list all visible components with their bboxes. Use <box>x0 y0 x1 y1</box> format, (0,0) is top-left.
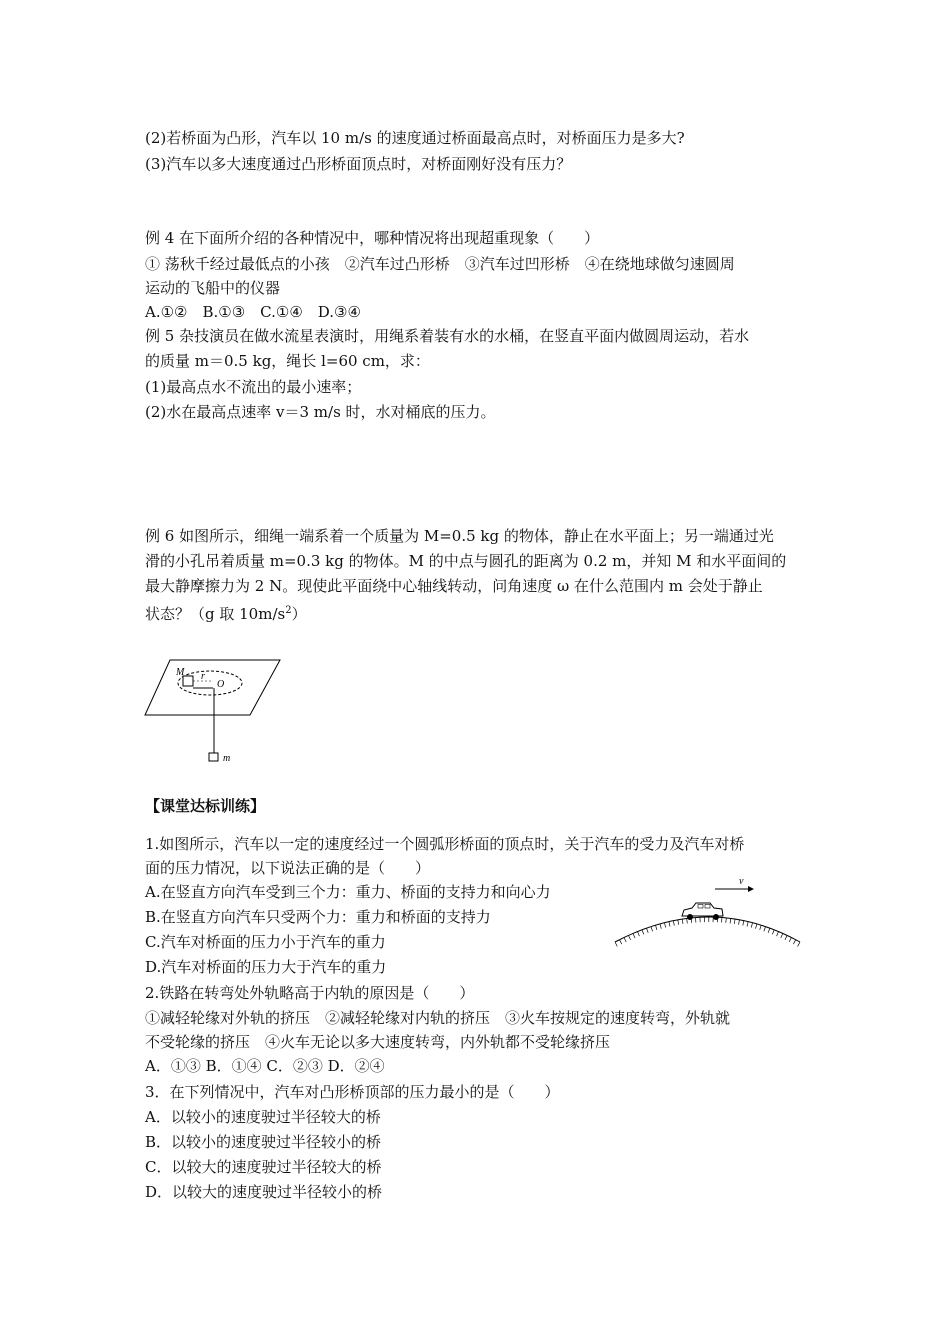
ex4-choices: A.①② B.①③ C.①④ D.③④ <box>145 303 361 321</box>
ex5-line1: 例 5 杂技演员在做水流星表演时，用绳系着装有水的水桶，在竖直平面内做圆周运动，若水 <box>145 327 750 345</box>
q1-option-a: A.在竖直方向汽车受到三个力：重力、桥面的支持力和向心力 <box>145 883 551 901</box>
label-M: M <box>176 667 185 678</box>
q1-stem2: 面的压力情况，以下说法正确的是（ ） <box>145 859 431 877</box>
q3-part2: (2)若桥面为凸形，汽车以 10 m/s 的速度通过桥面最高点时，对桥面压力是多大? <box>145 129 685 147</box>
ex4-items-line1: ① 荡秋千经过最低点的小孩 ②汽车过凸形桥 ③汽车过凹形桥 ④在绕地球做匀速圆周 <box>145 255 735 273</box>
ex6-line4 <box>145 601 307 624</box>
q2-items2: 不受轮缘的挤压 ④火车无论以多大速度转弯，内外轨都不受轮缘挤压 <box>145 1033 611 1051</box>
ex4-items-line2: 运动的飞船中的仪器 <box>145 279 281 297</box>
q3b-stem: 3．在下列情况中，汽车对凸形桥顶部的压力最小的是（ ） <box>145 1083 560 1101</box>
q1-option-c: C.汽车对桥面的压力小于汽车的重力 <box>145 933 386 951</box>
q1-option-d: D.汽车对桥面的压力大于汽车的重力 <box>145 958 387 976</box>
q3b-option-b: B．以较小的速度驶过半径较小的桥 <box>145 1133 382 1151</box>
q3b-option-a: A．以较小的速度驶过半径较大的桥 <box>145 1108 381 1126</box>
bridge-figure <box>610 872 810 952</box>
ex5-line2: 的质量 m＝0.5 kg，绳长 l=60 cm，求： <box>145 352 430 370</box>
block-m <box>209 753 218 761</box>
label-v: v <box>739 876 744 887</box>
ex6-line1: 例 6 如图所示，细绳一端系着一个质量为 M=0.5 kg 的物体，静止在水平面上；另一端通过光 <box>145 527 774 545</box>
ex6-line4-sup: 2 <box>285 605 292 616</box>
label-O: O <box>217 679 225 690</box>
q2-items1: ①减轻轮缘对外轨的挤压 ②减轻轮缘对内轨的挤压 ③火车按规定的速度转弯，外轨就 <box>145 1009 731 1027</box>
q1-stem1: 1.如图所示，汽车以一定的速度经过一个圆弧形桥面的顶点时，关于汽车的受力及汽车对桥 <box>145 835 745 853</box>
ex5-part1: (1)最高点水不流出的最小速率； <box>145 378 362 396</box>
q3b-option-d: D．以较大的速度驶过半径较小的桥 <box>145 1183 383 1201</box>
block-M <box>183 676 193 686</box>
ex6-line3: 最大静摩擦力为 2 N。现使此平面绕中心轴线转动，问角速度 ω 在什么范围内 m 会处于静止 <box>145 577 763 595</box>
ex6-line4-suffix: ） <box>291 605 307 623</box>
ex6-line2: 滑的小孔吊着质量 m=0.3 kg 的物体。M 的中点与圆孔的距离为 0.2 m，并知 M 和水平面间的 <box>145 552 787 570</box>
label-m: m <box>223 753 231 764</box>
velocity-arrowhead <box>748 886 754 892</box>
q3-part3: (3)汽车以多大速度通过凸形桥面顶点时，对桥面刚好没有压力？ <box>145 155 572 173</box>
ex4-stem: 例 4 在下面所介绍的各种情况中，哪种情况将出现超重现象（ ） <box>145 229 600 247</box>
ex5-part2: (2)水在最高点速率 v＝3 m/s 时，水对桶底的压力。 <box>145 403 496 421</box>
q2-choices: A．①③ B．①④ C．②③ D．②④ <box>145 1057 385 1075</box>
q1-option-b: B.在竖直方向汽车只受两个力：重力和桥面的支持力 <box>145 908 491 926</box>
bridge-hatching <box>615 917 800 946</box>
q2-stem: 2.铁路在转弯处外轨略高于内轨的原因是（ ） <box>145 984 475 1002</box>
label-r: r <box>201 671 205 682</box>
ex6-figure <box>140 655 290 770</box>
q3b-option-c: C．以较大的速度驶过半径较大的桥 <box>145 1158 382 1176</box>
bridge-arc <box>615 917 800 942</box>
ex6-line4-prefix: 状态？（g 取 10m/s <box>145 605 286 623</box>
section-title: 【课堂达标训练】 <box>145 797 266 815</box>
